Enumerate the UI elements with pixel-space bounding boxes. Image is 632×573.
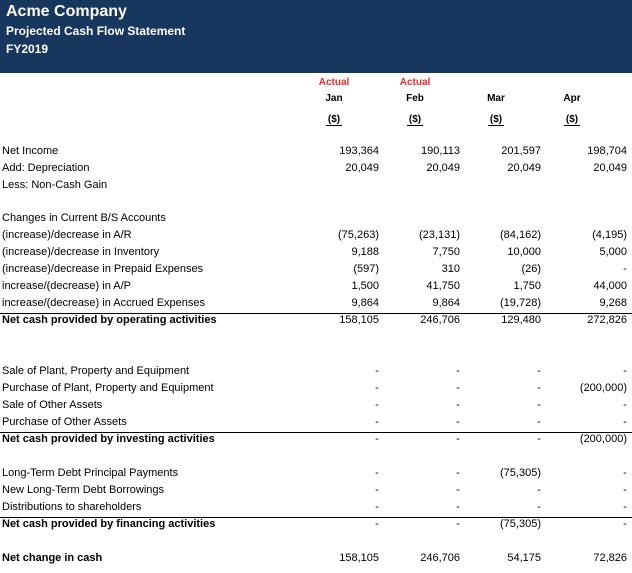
cell-value: - [623,484,627,496]
cell-value: 9,188 [351,246,379,258]
row-label: (increase)/decrease in Inventory [2,246,160,258]
table-row [0,382,632,399]
cell-value: 20,049 [426,162,460,174]
cell-value: (26) [521,263,541,275]
cell-value: - [375,467,379,479]
cell-value: - [456,382,460,394]
row-label: increase/(decrease) in A/P [2,280,132,292]
cell-value: - [537,365,541,377]
row-label: Distributions to shareholders [2,501,142,513]
row-label: Net cash provided by investing activities [2,433,215,445]
cell-value: (200,000) [579,382,627,394]
cell-value: 7,750 [432,246,460,258]
cell-value: - [537,433,541,445]
cell-value: - [623,467,627,479]
cell-value: 20,049 [345,162,379,174]
row-label: Sale of Other Assets [2,399,103,411]
table-row [0,246,632,263]
cell-value: 9,864 [432,297,460,309]
column-header-1 [370,77,460,127]
month-label: Apr [563,93,581,104]
cell-value: 1,500 [351,280,379,292]
table-row [0,162,632,179]
cell-value: - [456,365,460,377]
cell-value: 198,704 [587,145,627,157]
table-row [0,263,632,280]
table-row [0,212,632,229]
cell-value: - [537,382,541,394]
row-label: Changes in Current B/S Accounts [2,212,166,224]
table-row [0,280,632,297]
column-header-3 [527,77,617,127]
cell-value: (23,131) [419,229,460,241]
cell-value: 158,105 [339,552,379,564]
row-label: Long-Term Debt Principal Payments [2,467,179,479]
cell-value: 10,000 [507,246,541,258]
report-header [0,0,632,73]
table-row [0,179,632,196]
cell-value: - [375,382,379,394]
cell-value: (19,728) [500,297,541,309]
cell-value: - [375,433,379,445]
row-label: (increase)/decrease in Prepaid Expenses [2,263,204,275]
subtotal-rule [0,313,632,314]
table-row [0,552,632,569]
cell-value: - [456,416,460,428]
column-header-0 [289,77,379,127]
unit-label: ($) [408,114,422,125]
row-label: Less: Non-Cash Gain [2,179,108,191]
table-row [0,365,632,382]
cell-value: - [456,467,460,479]
month-label: Jan [325,93,343,104]
cell-value: - [623,518,627,530]
row-label: Purchase of Plant, Property and Equipment [2,382,214,394]
cell-value: 201,597 [501,145,541,157]
cell-value: - [456,484,460,496]
actual-label: Actual [318,77,350,88]
row-label: (increase)/decrease in A/R [2,229,132,241]
table-row [0,501,632,518]
row-label: Net cash provided by financing activities [2,518,216,530]
table-row [0,314,632,331]
cell-value: 129,480 [501,314,541,326]
actual-label [527,77,617,90]
actual-label: Actual [399,77,431,88]
cell-value: 9,268 [599,297,627,309]
cell-value: - [375,365,379,377]
cell-value: (200,000) [579,433,627,445]
company-name: Acme Company [6,3,127,20]
cell-value: - [375,501,379,513]
cell-value: - [375,518,379,530]
cell-value: 44,000 [593,280,627,292]
cell-value: 193,364 [339,145,379,157]
table-row [0,416,632,433]
cell-value: - [456,518,460,530]
table-row [0,297,632,314]
table-row [0,433,632,450]
cell-value: - [537,399,541,411]
subtotal-rule [0,517,632,518]
cell-value: (597) [353,263,379,275]
cell-value: - [375,399,379,411]
report-title: Projected Cash Flow Statement [6,24,186,38]
cell-value: (75,263) [338,229,379,241]
cell-value: 158,105 [339,314,379,326]
cell-value: 54,175 [507,552,541,564]
cell-value: - [623,365,627,377]
month-label: Mar [487,93,505,104]
cell-value: 246,706 [420,552,460,564]
cell-value: 190,113 [421,145,460,157]
month-label: Feb [406,93,424,104]
cell-value: 1,750 [513,280,541,292]
cell-value: - [623,399,627,411]
cell-value: - [623,263,627,275]
cell-value: 72,826 [593,552,627,564]
table-row [0,518,632,535]
cell-value: - [623,416,627,428]
cell-value: (75,305) [500,518,541,530]
cell-value: - [456,433,460,445]
table-row [0,484,632,501]
cell-value: 20,049 [593,162,627,174]
cell-value: (75,305) [500,467,541,479]
fiscal-year: FY2019 [6,42,49,56]
cell-value: - [456,501,460,513]
cell-value: - [623,501,627,513]
row-label: New Long-Term Debt Borrowings [2,484,165,496]
cell-value: 20,049 [507,162,541,174]
unit-label: ($) [327,114,341,125]
table-row [0,467,632,484]
subtotal-rule [0,432,632,433]
cell-value: 5,000 [599,246,627,258]
cell-value: - [537,484,541,496]
cell-value: - [537,501,541,513]
unit-label: ($) [489,114,503,125]
cell-value: 246,706 [420,314,460,326]
row-label: Net Income [2,145,59,157]
cell-value: - [537,416,541,428]
cell-value: - [456,399,460,411]
row-label: Sale of Plant, Property and Equipment [2,365,190,377]
row-label: Add: Depreciation [2,162,90,174]
cell-value: - [375,484,379,496]
row-label: Purchase of Other Assets [2,416,127,428]
cell-value: (4,195) [592,229,627,241]
cell-value: 272,826 [587,314,627,326]
cell-value: 41,750 [426,280,460,292]
table-row [0,399,632,416]
cell-value: 9,864 [351,297,379,309]
unit-label: ($) [565,114,579,125]
row-label: Net cash provided by operating activities [2,314,217,326]
cell-value: (84,162) [500,229,541,241]
row-label: increase/(decrease) in Accrued Expenses [2,297,205,309]
row-label: Net change in cash [2,552,103,564]
table-row [0,229,632,246]
cell-value: - [375,416,379,428]
table-row [0,145,632,162]
cell-value: 310 [441,263,460,275]
